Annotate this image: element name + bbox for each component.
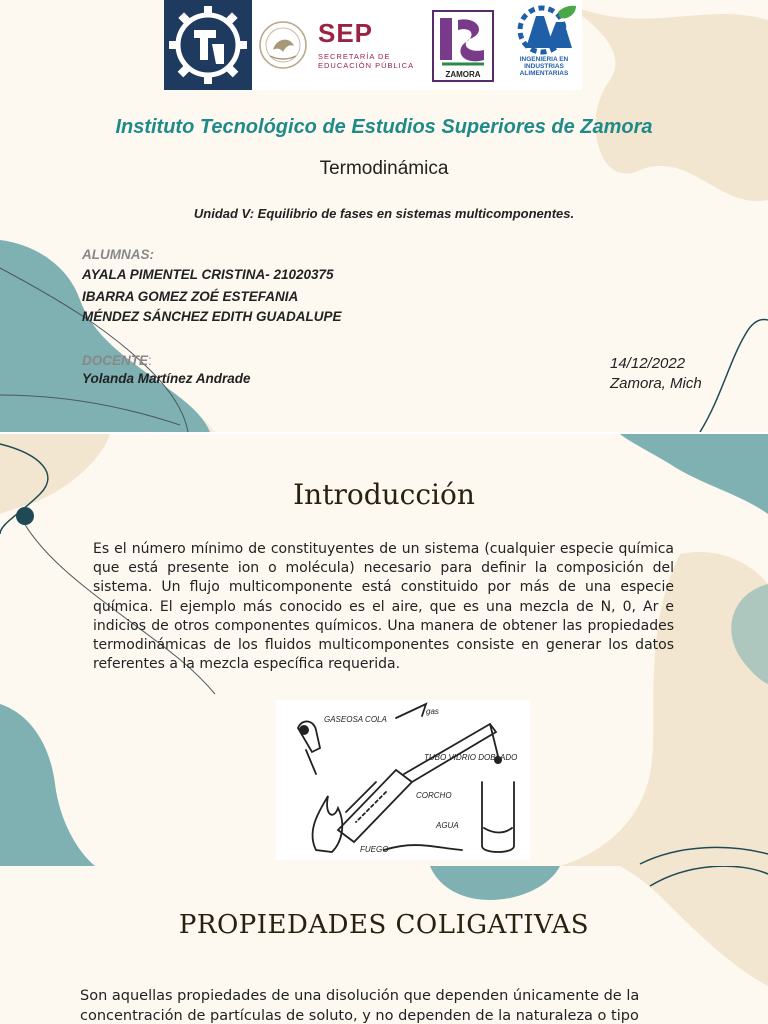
sketch-label-soda: GASEOSA COLA: [324, 715, 387, 724]
student-name: MÉNDEZ SÁNCHEZ EDITH GUADALUPE: [82, 309, 342, 324]
sep-logo-subtitle: SECRETARÍA DE EDUCACIÓN PÚBLICA: [318, 52, 415, 70]
intro-paragraph: Es el número mínimo de constituyentes de un sistema (cualquier especie química que está presente ion o molécula) necesario para definir la composición del sistema. Un flujo multicomponente está constituido por más de una especie química. El ejemplo más conocido es el aire, que es una mezcla de N, 0, Ar e indicios de otros componentes químicos. Una manera de obtener las propiedades termodinámicas de los fluidos multicomponentes consiste en generar los datos referentes a la mezcla específica requerida.: [93, 541, 674, 673]
teacher-label-colon: :: [148, 353, 152, 368]
presentation-place: Zamora, Mich: [610, 375, 702, 392]
teacher-label-line: [82, 350, 152, 369]
presentation-date: 14/12/2022: [610, 355, 686, 372]
logo-bar: [164, 0, 582, 90]
unit-title: Unidad V: Equilibrio de fases en sistemas multicomponentes.: [193, 206, 575, 221]
mexico-seal-icon: [256, 20, 310, 70]
sketch-label-fire: FUEGO: [360, 845, 389, 854]
teacher-name: Yolanda Martínez Andrade: [82, 371, 251, 386]
sketch-label-cork: CORCHO: [416, 791, 452, 800]
iia-logo-caption: INGENIERIA EN INDUSTRIAS ALIMENTARIAS: [519, 56, 569, 77]
intro-title: Introducción: [293, 478, 475, 511]
distillation-sketch-drawing: [276, 700, 530, 860]
iia-logo-icon: [510, 4, 578, 56]
properties-slide: [0, 866, 768, 1024]
subject-title: Termodinámica: [319, 158, 449, 179]
zamora-logo-label: ZAMORA: [445, 70, 481, 79]
distillation-sketch: [276, 700, 530, 860]
teacher-label: DOCENTE: [82, 353, 149, 368]
sketch-label-tube: TUBO VIDRIO DOBLADO: [424, 753, 518, 762]
sketch-label-water: AGUA: [436, 821, 459, 830]
sep-logo-title: SEP: [318, 18, 374, 48]
student-name: AYALA PIMENTEL CRISTINA- 21020375: [82, 267, 334, 282]
properties-paragraph: Son aquellas propiedades de una disolución que dependen únicamente de la concentración de partículas de soluto, y no dependen de la naturaleza o tipo: [80, 988, 640, 1024]
gear-emblem-icon: [164, 0, 252, 90]
tec-logo: [164, 0, 252, 90]
institution-name: Instituto Tecnológico de Estudios Superiores de Zamora: [115, 116, 653, 138]
sketch-label-gas: gas: [426, 707, 439, 716]
cover-slide: [0, 0, 768, 432]
student-name: IBARRA GOMEZ ZOÉ ESTEFANIA: [82, 289, 299, 304]
intro-slide: [0, 434, 768, 866]
properties-title: PROPIEDADES COLIGATIVAS: [178, 910, 590, 940]
students-label: ALUMNAS:: [82, 247, 154, 262]
